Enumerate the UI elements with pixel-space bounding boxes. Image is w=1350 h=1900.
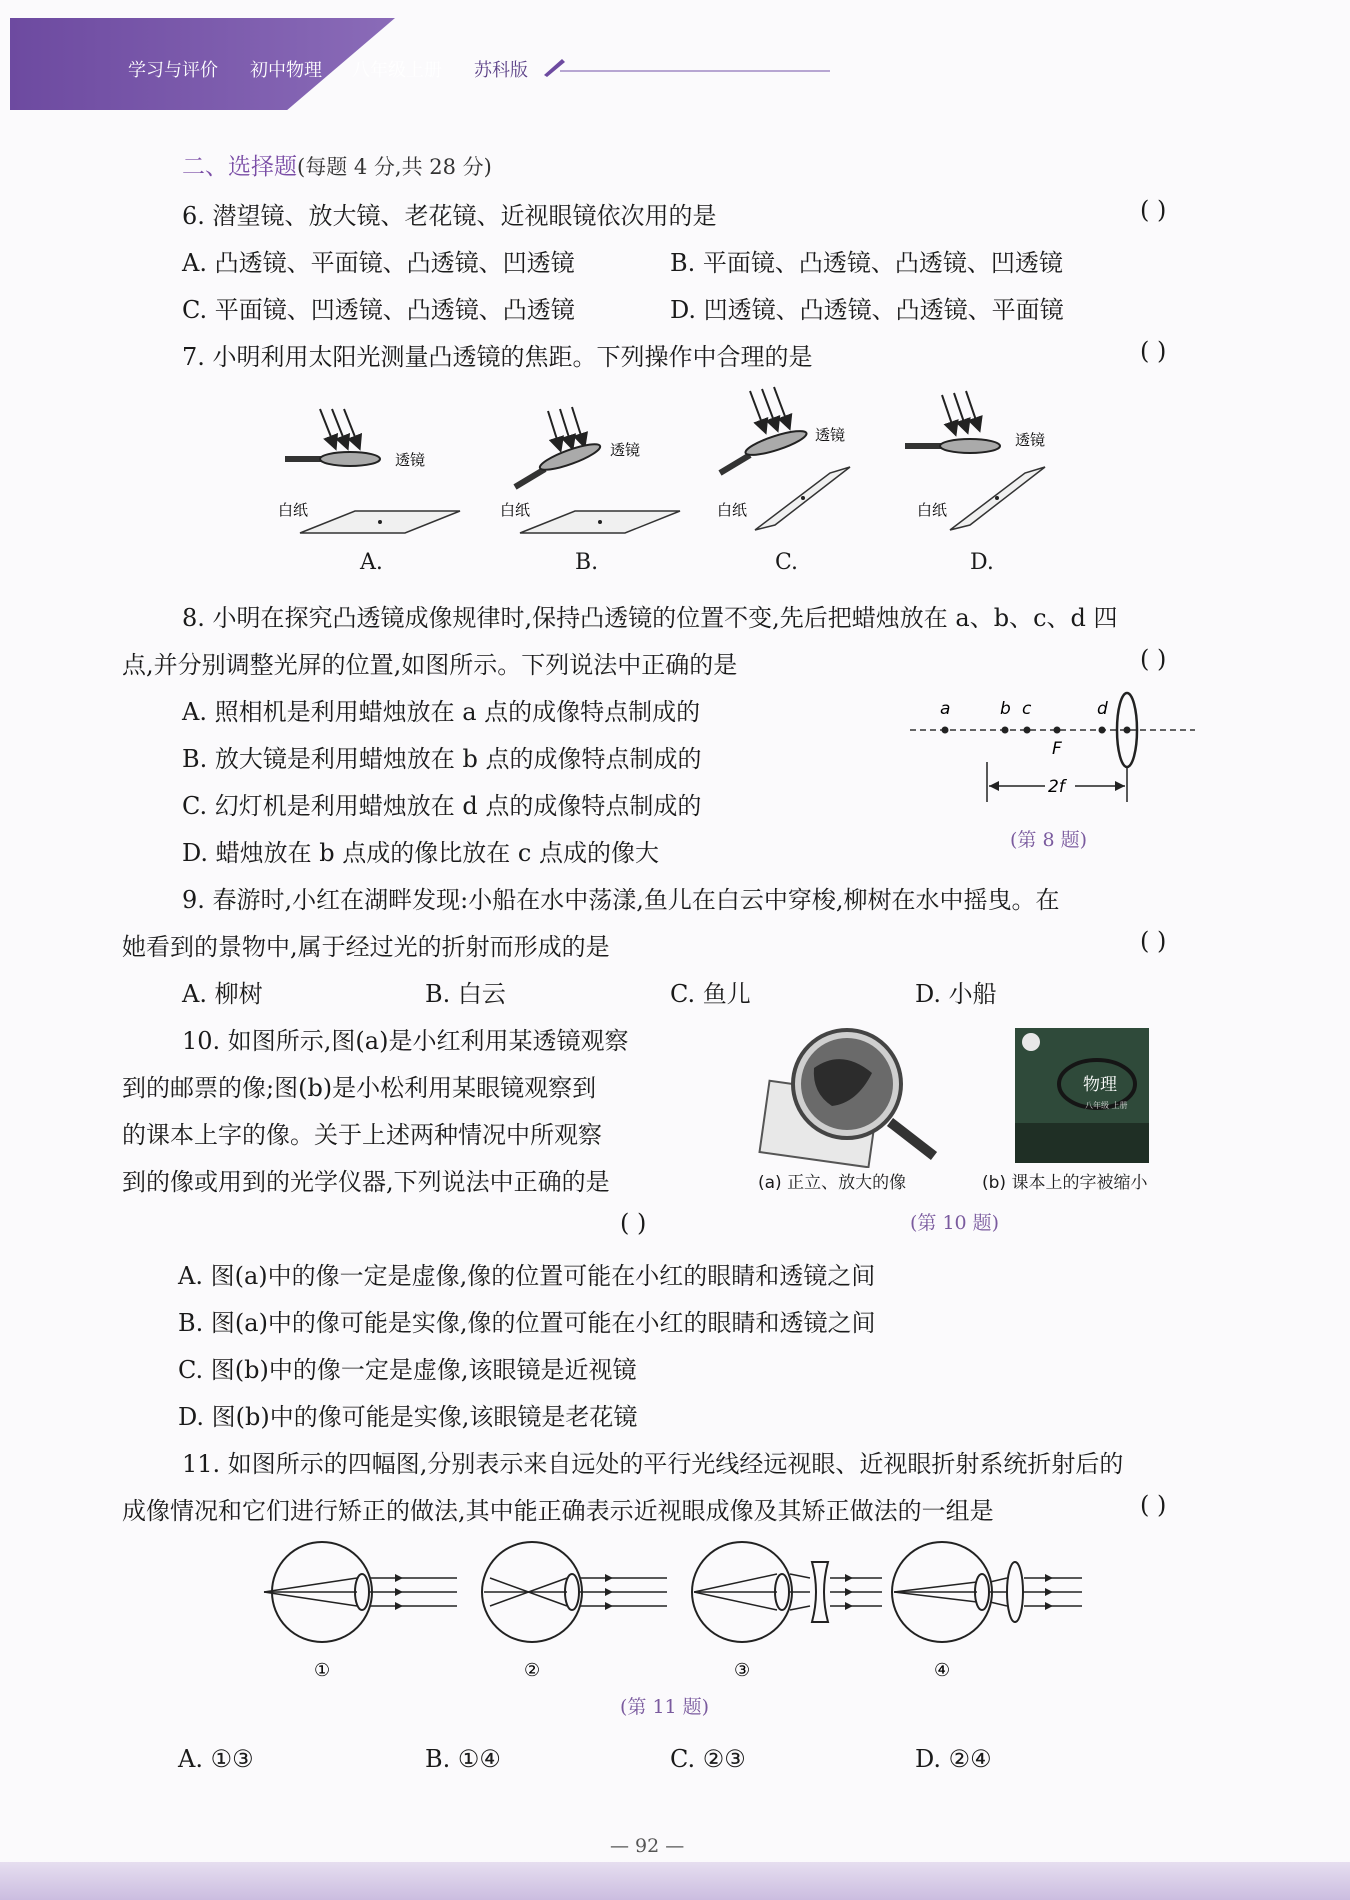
q8-answer-paren[interactable]: ( ) [1140, 645, 1167, 673]
header-series: 学习与评价 [128, 60, 218, 81]
q6-option-c: C. 平面镜、凹透镜、凸透镜、凸透镜 [182, 296, 575, 324]
q11-eye-3 [692, 1542, 882, 1642]
q9-answer-paren[interactable]: ( ) [1140, 927, 1167, 955]
q7-lens-label-d: 透镜 [1015, 431, 1046, 449]
q6-answer-paren[interactable]: ( ) [1140, 196, 1167, 224]
q11-option-c: C. ②③ [670, 1745, 746, 1773]
q8-focus-label: F [1052, 739, 1062, 759]
q9-stem-line1: 9. 春游时,小红在湖畔发现:小船在水中荡漾,鱼儿在白云中穿梭,柳树在水中摇曳。在 [182, 886, 1060, 914]
q7-lens-label-a: 透镜 [395, 451, 426, 469]
q8-stem-line1: 8. 小明在探究凸透镜成像规律时,保持凸透镜的位置不变,先后把蜡烛放在 a、b、c、d 四 [182, 604, 1118, 632]
q7-fig-c [717, 387, 850, 530]
q7-figure [270, 385, 1070, 545]
q7-paper-label-d: 白纸 [917, 501, 948, 519]
q10-book-subtitle: 八年级 上册 [1085, 1101, 1128, 1110]
q8-figure [905, 690, 1205, 810]
q7-option-a: A. [360, 550, 383, 575]
q8-caption: (第 8 题) [1010, 829, 1087, 851]
q7-answer-paren[interactable]: ( ) [1140, 337, 1167, 365]
q11-stem-line1: 11. 如图所示的四幅图,分别表示来自远处的平行光线经远视眼、近视眼折射系统折射后的 [182, 1450, 1124, 1478]
q8-option-c: C. 幻灯机是利用蜡烛放在 d 点的成像特点制成的 [182, 792, 702, 820]
header-grade: 八年级上册 [352, 60, 442, 81]
q8-stem-line2: 点,并分别调整光屏的位置,如图所示。下列说法中正确的是 [122, 651, 738, 679]
q8-point-a: a [940, 699, 951, 719]
q9-option-d: D. 小船 [915, 980, 997, 1008]
q10-book-title: 物理 [1083, 1075, 1117, 1095]
q7-paper-label-c: 白纸 [717, 501, 748, 519]
q10-caption-b: (b) 课本上的字被缩小 [982, 1173, 1148, 1193]
q10-stem-line4: 到的像或用到的光学仪器,下列说法中正确的是 [122, 1168, 610, 1196]
q10-option-c: C. 图(b)中的像一定是虚像,该眼镜是近视镜 [178, 1356, 637, 1384]
q8-point-b: b [1000, 699, 1011, 719]
q10-stem-line3: 的课本上字的像。关于上述两种情况中所观察 [122, 1121, 602, 1149]
q7-stem: 7. 小明利用太阳光测量凸透镜的焦距。下列操作中合理的是 [182, 343, 813, 371]
q11-option-d: D. ②④ [915, 1745, 992, 1773]
section-title-text: 二、选择题 [182, 154, 297, 180]
q9-option-b: B. 白云 [425, 980, 506, 1008]
footer-bar [0, 1862, 1350, 1900]
q7-fig-a [278, 409, 460, 533]
q11-eye-1 [264, 1542, 457, 1642]
q6-stem: 6. 潜望镜、放大镜、老花镜、近视眼镜依次用的是 [182, 202, 717, 230]
q11-label-4: ④ [934, 1660, 951, 1680]
q7-lens-label-b: 透镜 [610, 441, 641, 459]
q11-answer-paren[interactable]: ( ) [1140, 1491, 1167, 1519]
q10-option-d: D. 图(b)中的像可能是实像,该眼镜是老花镜 [178, 1403, 638, 1431]
q11-option-a: A. ①③ [178, 1745, 254, 1773]
q10-caption-a: (a) 正立、放大的像 [758, 1173, 907, 1193]
q7-lens-label-c: 透镜 [815, 426, 846, 444]
q11-figure [262, 1540, 1092, 1680]
q11-eye-4 [892, 1542, 1082, 1642]
q11-eye-2 [482, 1542, 667, 1642]
header-line [560, 70, 830, 72]
header-subject: 初中物理 [250, 60, 322, 81]
q8-option-d: D. 蜡烛放在 b 点成的像比放在 c 点成的像大 [182, 839, 659, 867]
q10-stem-line2: 到的邮票的像;图(b)是小松利用某眼镜观察到 [122, 1074, 597, 1102]
section-title [182, 148, 492, 181]
q11-caption: (第 11 题) [620, 1696, 710, 1718]
q9-option-a: A. 柳树 [182, 980, 263, 1008]
q11-option-b: B. ①④ [425, 1745, 501, 1773]
q10-option-b: B. 图(a)中的像可能是实像,像的位置可能在小红的眼睛和透镜之间 [178, 1309, 876, 1337]
q8-point-c: c [1022, 699, 1032, 719]
q10-figure-a-magnifier [752, 1028, 952, 1168]
pen-icon [540, 55, 570, 79]
page-number: — 92 — [610, 1835, 685, 1857]
q7-fig-d [905, 391, 1045, 530]
q11-label-2: ② [524, 1660, 541, 1680]
q8-option-b: B. 放大镜是利用蜡烛放在 b 点的成像特点制成的 [182, 745, 702, 773]
q11-stem-line2: 成像情况和它们进行矫正的做法,其中能正确表示近视眼成像及其矫正做法的一组是 [122, 1497, 994, 1525]
q8-distance-label: 2f [1048, 777, 1065, 797]
q7-paper-label-b: 白纸 [500, 501, 531, 519]
q7-paper-label-a: 白纸 [278, 501, 309, 519]
q10-stem-line1: 10. 如图所示,图(a)是小红利用某透镜观察 [182, 1027, 629, 1055]
q7-option-c: C. [775, 550, 799, 575]
q10-figure-b-book [1015, 1028, 1149, 1163]
header-edition: 苏科版 [474, 60, 528, 81]
q10-answer-paren[interactable]: ( ) [620, 1209, 647, 1237]
q11-label-3: ③ [734, 1660, 751, 1680]
q7-option-b: B. [575, 550, 599, 575]
q10-option-a: A. 图(a)中的像一定是虚像,像的位置可能在小红的眼睛和透镜之间 [178, 1262, 876, 1290]
q9-option-c: C. 鱼儿 [670, 980, 751, 1008]
q8-option-a: A. 照相机是利用蜡烛放在 a 点的成像特点制成的 [182, 698, 701, 726]
q10-caption: (第 10 题) [910, 1212, 1000, 1234]
q11-label-1: ① [314, 1660, 331, 1680]
q9-stem-line2: 她看到的景物中,属于经过光的折射而形成的是 [122, 933, 610, 961]
q7-option-d: D. [970, 550, 994, 575]
q8-point-d: d [1097, 699, 1108, 719]
q6-option-a: A. 凸透镜、平面镜、凸透镜、凹透镜 [182, 249, 575, 277]
q6-option-b: B. 平面镜、凸透镜、凸透镜、凹透镜 [670, 249, 1063, 277]
section-note: (每题 4 分,共 28 分) [297, 155, 492, 179]
q7-fig-b [500, 407, 680, 533]
q6-option-d: D. 凹透镜、凸透镜、凸透镜、平面镜 [670, 296, 1064, 324]
